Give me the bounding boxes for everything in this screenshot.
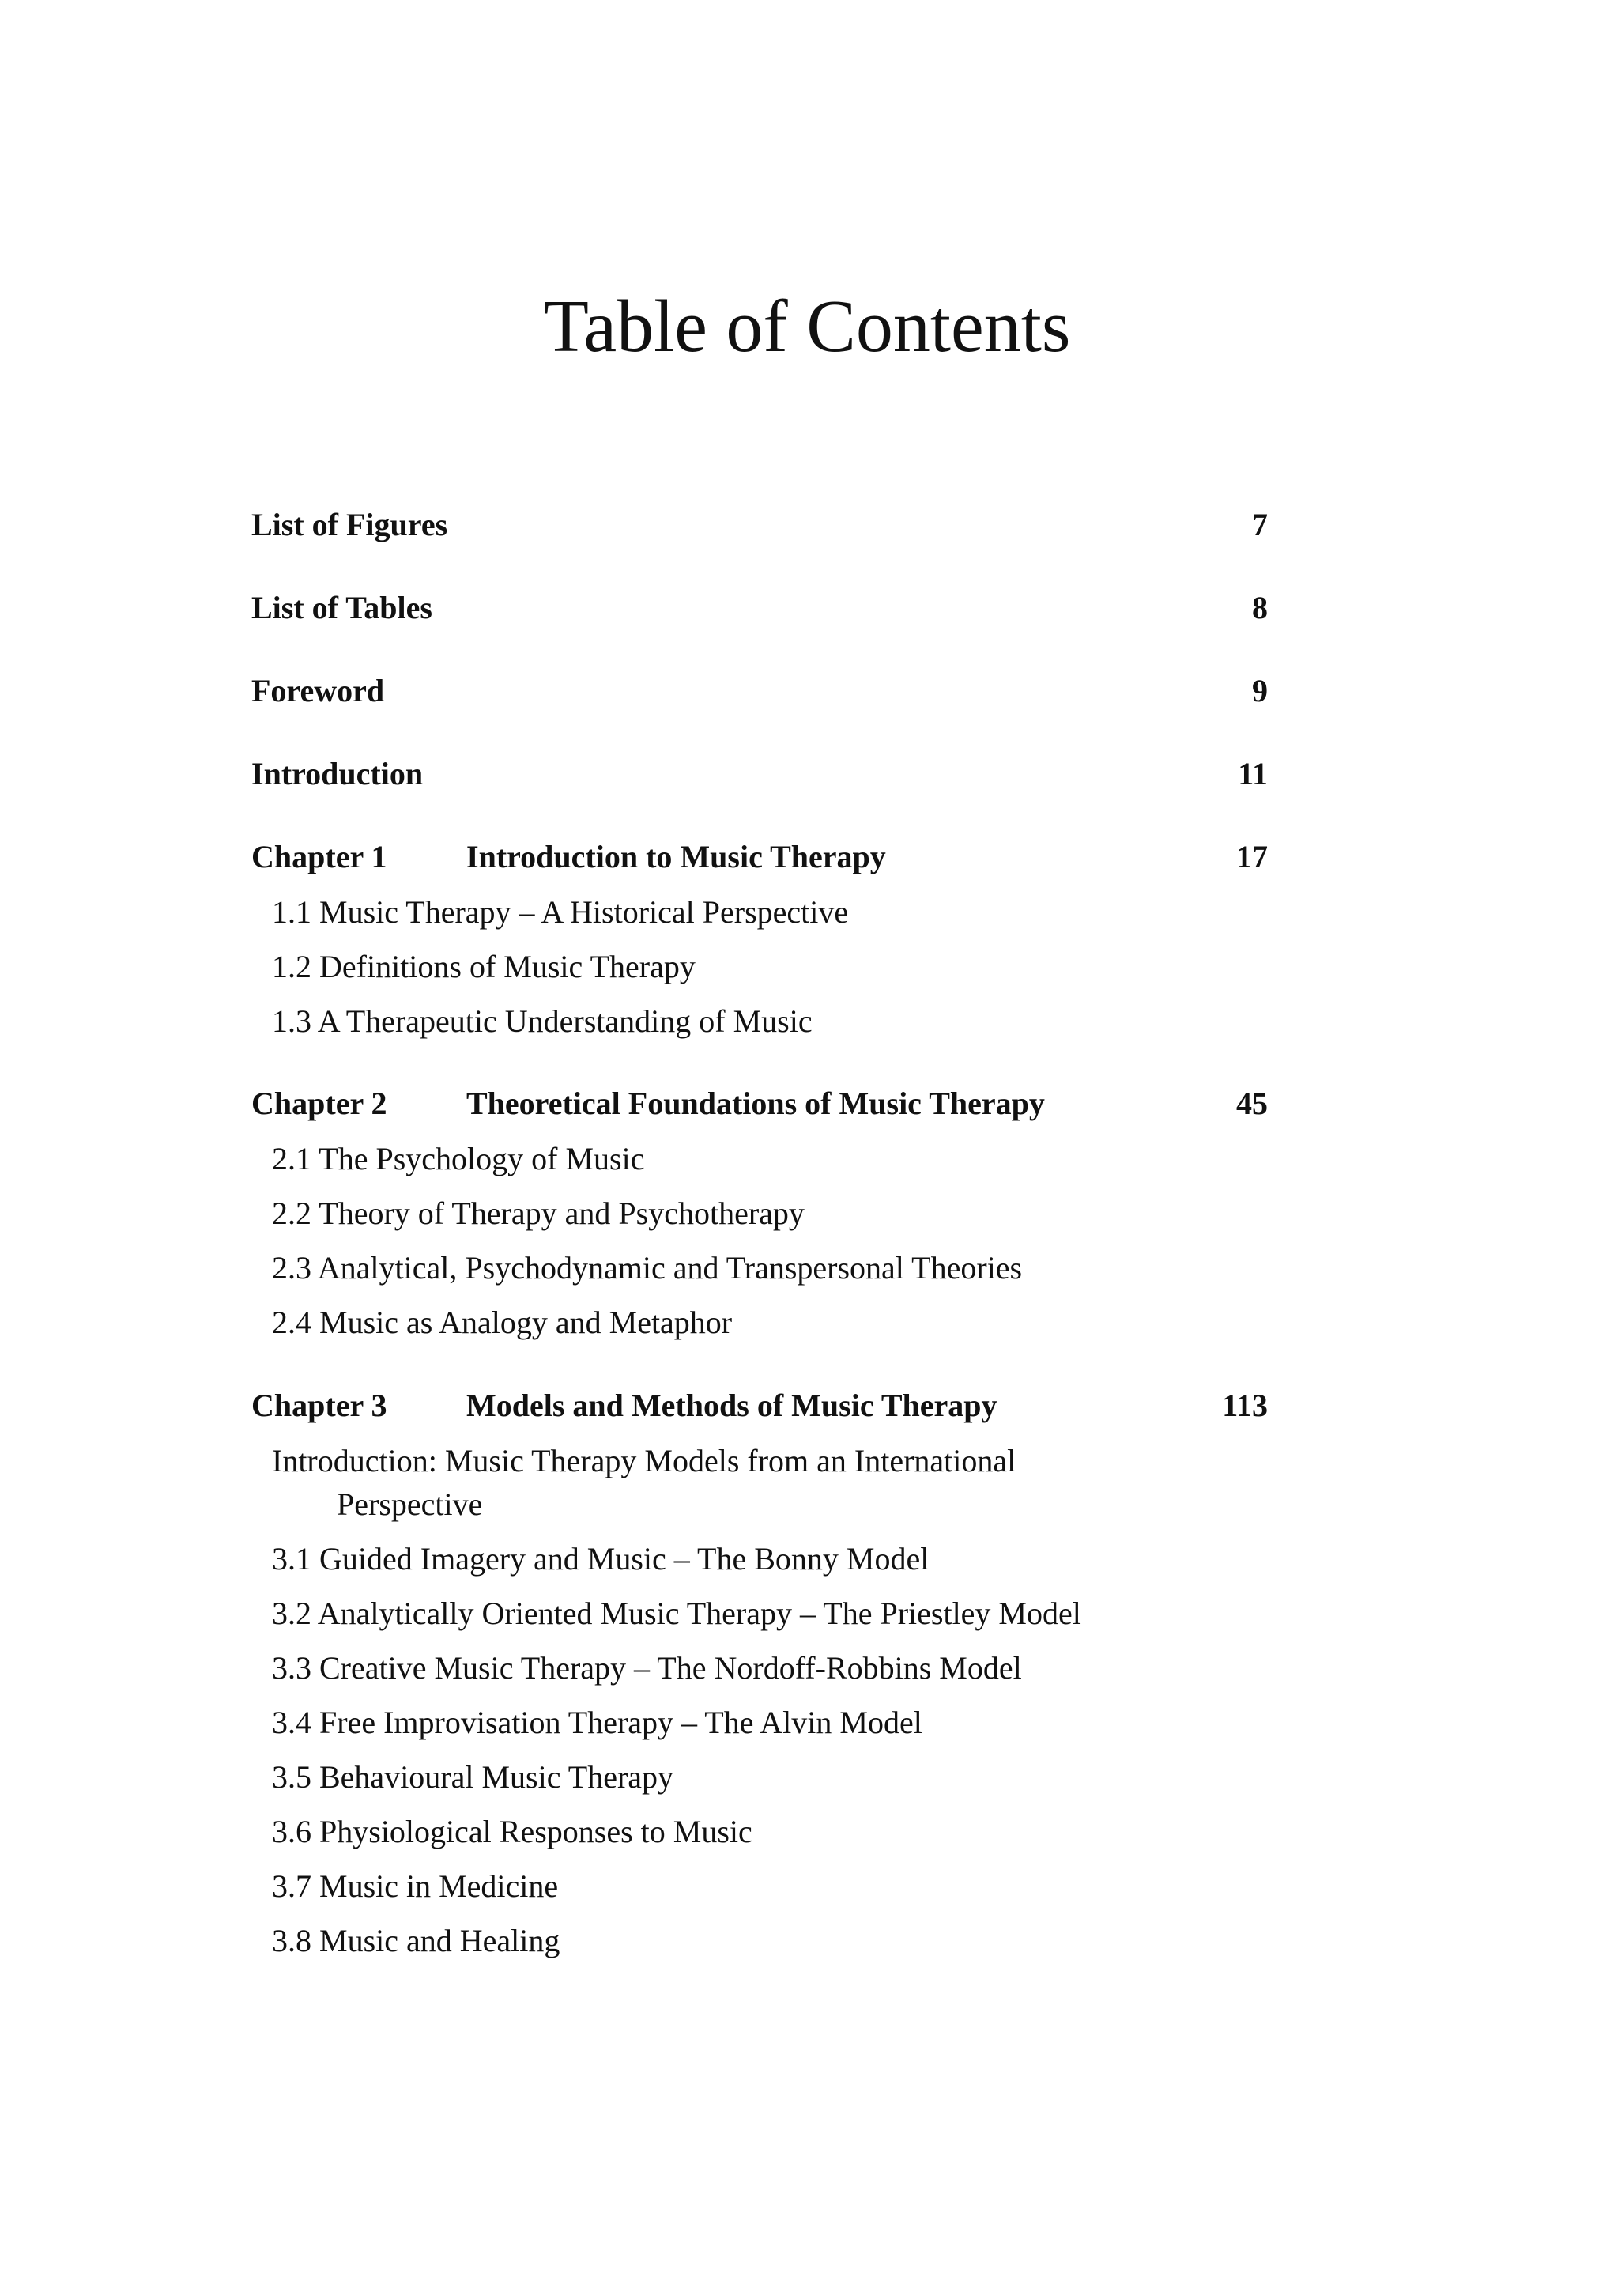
toc-section[interactable]: 3.5 Behavioural Music Therapy: [272, 1759, 674, 1795]
toc-section[interactable]: 2.3 Analytical, Psychodynamic and Transpersonal Theories: [272, 1250, 1023, 1286]
chapter-title: Introduction to Music Therapy: [466, 839, 886, 874]
toc-entry-page: 8: [1252, 590, 1268, 625]
toc-section[interactable]: 1.1 Music Therapy – A Historical Perspective: [272, 894, 849, 930]
toc-section-intro-continued[interactable]: Perspective: [337, 1486, 483, 1522]
toc-section[interactable]: 2.2 Theory of Therapy and Psychotherapy: [272, 1195, 805, 1231]
chapter-number: Chapter 3: [251, 1388, 387, 1423]
toc-entry-list-of-tables[interactable]: [251, 589, 1268, 633]
toc-chapter-1[interactable]: [251, 838, 1268, 882]
toc-entry-page: 7: [1252, 507, 1268, 542]
toc-entry-list-of-figures[interactable]: [251, 506, 1268, 550]
toc-section[interactable]: 3.1 Guided Imagery and Music – The Bonny Model: [272, 1541, 930, 1577]
toc-entry-introduction[interactable]: [251, 755, 1268, 799]
toc-section[interactable]: 2.4 Music as Analogy and Metaphor: [272, 1305, 733, 1340]
toc-entry-label: List of Figures: [251, 507, 448, 542]
toc-section[interactable]: 3.7 Music in Medicine: [272, 1868, 559, 1904]
toc-entry-page: 45: [1236, 1086, 1268, 1121]
toc-entry-label: Introduction: [251, 756, 424, 791]
page-title: Table of Contents: [543, 285, 1071, 368]
toc-entry-page: 17: [1236, 839, 1268, 874]
toc-section[interactable]: 3.8 Music and Healing: [272, 1923, 560, 1958]
toc-section[interactable]: 3.4 Free Improvisation Therapy – The Alvin Model: [272, 1705, 922, 1740]
toc-section[interactable]: 1.2 Definitions of Music Therapy: [272, 949, 696, 984]
chapter-number: Chapter 1: [251, 839, 387, 874]
toc-chapter-3[interactable]: [251, 1387, 1268, 1431]
toc-entry-label: Foreword: [251, 673, 385, 708]
toc-entry-page: 9: [1252, 673, 1268, 708]
toc-section[interactable]: 1.3 A Therapeutic Understanding of Music: [272, 1003, 813, 1039]
toc-entry-foreword[interactable]: [251, 672, 1268, 716]
chapter-title: Theoretical Foundations of Music Therapy: [466, 1086, 1045, 1121]
toc-section[interactable]: 3.2 Analytically Oriented Music Therapy – The Priestley Model: [272, 1595, 1081, 1631]
toc-chapter-2[interactable]: [251, 1085, 1268, 1129]
toc-entry-page: 113: [1222, 1388, 1268, 1423]
toc-section[interactable]: 3.3 Creative Music Therapy – The Nordoff-Robbins Model: [272, 1650, 1022, 1686]
toc-section[interactable]: 2.1 The Psychology of Music: [272, 1141, 645, 1176]
toc-entry-page: 11: [1238, 756, 1268, 791]
chapter-number: Chapter 2: [251, 1086, 387, 1121]
toc-section-intro[interactable]: Introduction: Music Therapy Models from an International: [272, 1443, 1016, 1478]
toc-section[interactable]: 3.6 Physiological Responses to Music: [272, 1814, 752, 1849]
toc-entry-label: List of Tables: [251, 590, 432, 625]
chapter-title: Models and Methods of Music Therapy: [466, 1388, 997, 1423]
